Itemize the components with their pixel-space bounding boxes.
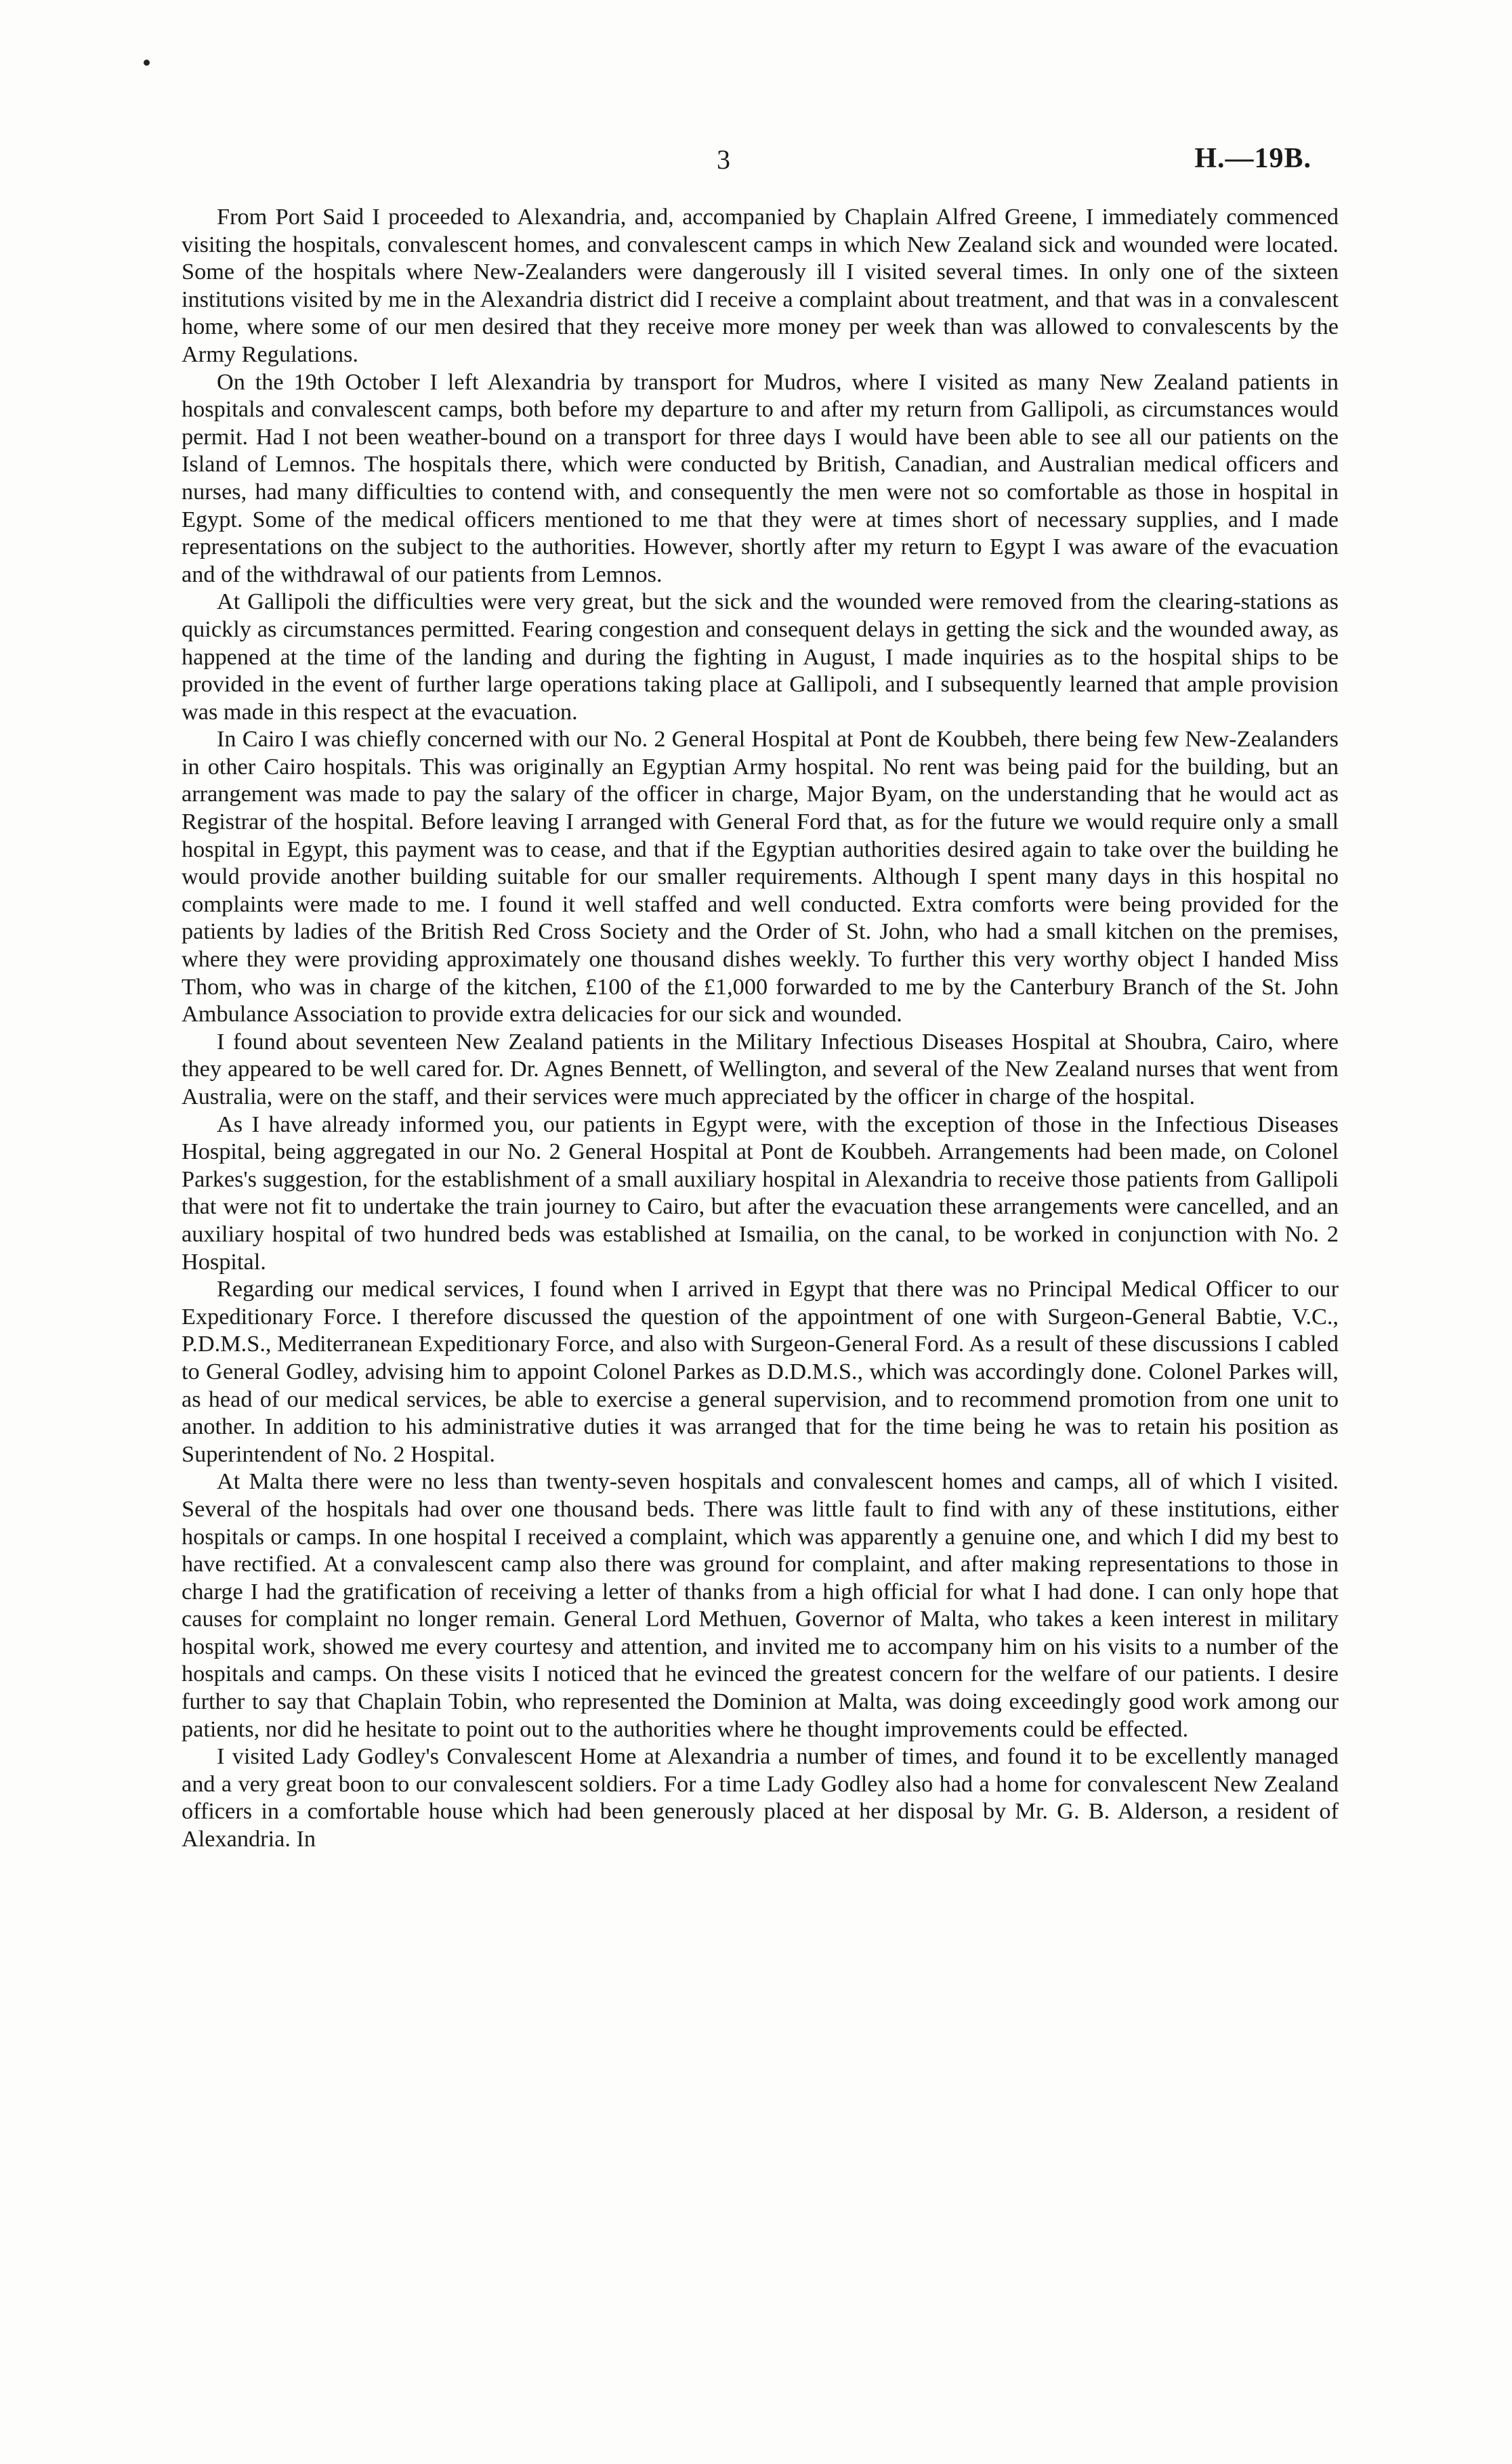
page-number: 3: [717, 144, 730, 175]
paragraph: I found about seventeen New Zealand patients in the Military Infectious Diseases Hospital at Shoubra, Cairo, where they appeared to be well cared for. Dr. Agnes Bennett, of Wellington, and several of the New Zealand nurses that went from Australia, were on the staff, and their services were much appreciated by the officer in charge of the hospital.: [182, 1028, 1339, 1109]
paragraph: On the 19th October I left Alexandria by transport for Mudros, where I visited as many New Zealand patients in hospitals and convalescent camps, both before my departure to and after my return from Gallipoli, as circumstances would permit. Had I not been weather-bound on a transport for three days I would have been able to see all our patients on the Island of Lemnos. The hospitals there, which were conducted by British, Canadian, and Australian medical officers and nurses, had many difficulties to contend with, and consequently the men were not so comfortable as those in hospital in Egypt. Some of the medical officers mentioned to me that they were at times short of necessary supplies, and I made representations on the subject to the authorities. However, shortly after my return to Egypt I was aware of the evacuation and of the withdrawal of our patients from Lemnos.: [182, 368, 1339, 587]
document-reference: H.—19B.: [1194, 143, 1311, 174]
paragraph: As I have already informed you, our patients in Egypt were, with the exception of those in the Infectious Diseases Hospital, being aggregated in our No. 2 General Hospital at Pont de Koubbeh. Arrangements had been made, on Colonel Parkes's suggestion, for the establishment of a small auxiliary hospital in Alexandria to receive those patients from Gallipoli that were not fit to undertake the train journey to Cairo, but after the evacuation these arrangements were cancelled, and an auxiliary hospital of two hundred beds was established at Ismailia, on the canal, to be worked in conjunction with No. 2 Hospital.: [182, 1111, 1339, 1275]
paragraph: At Malta there were no less than twenty-seven hospitals and convalescent homes and camps, all of which I visited. Several of the hospitals had over one thousand beds. There was little fault to find with any of these institutions, either hospitals or camps. In one hospital I received a complaint, which was apparently a genuine one, and which I did my best to have rectified. At a convalescent camp also there was ground for complaint, and after making representations to those in charge I had the gratification of receiving a letter of thanks from a high official for what I had done. I can only hope that causes for complaint no longer remain. General Lord Methuen, Governor of Malta, who takes a keen interest in military hospital work, showed me every courtesy and attention, and invited me to accompany him on his visits to a number of the hospitals and camps. On these visits I noticed that he evinced the greatest concern for the welfare of our patients. I desire further to say that Chaplain Tobin, who represented the Dominion at Malta, was doing exceedingly good work among our patients, nor did he hesitate to point out to the authorities where he thought improvements could be effected.: [182, 1468, 1339, 1742]
paragraph: In Cairo I was chiefly concerned with our No. 2 General Hospital at Pont de Koubbeh, there being few New-Zealanders in other Cairo hospitals. This was originally an Egyptian Army hospital. No rent was being paid for the building, but an arrangement was made to pay the salary of the officer in charge, Major Byam, on the understanding that he would act as Registrar of the hospital. Before leaving I arranged with General Ford that, as for the future we would require only a small hospital in Egypt, this payment was to cease, and that if the Egyptian authorities desired again to take over the building he would provide another building suitable for our smaller requirements. Although I spent many days in this hospital no complaints were made to me. I found it well staffed and well conducted. Extra comforts were being provided for the patients by ladies of the British Red Cross Society and the Order of St. John, who had a small kitchen on the premises, where they were providing approximately one thousand dishes weekly. To further this very worthy object I handed Miss Thom, who was in charge of the kitchen, £100 of the £1,000 forwarded to me by the Canterbury Branch of the St. John Ambulance Association to provide extra delicacies for our sick and wounded.: [182, 726, 1339, 1027]
margin-dot: [144, 60, 150, 66]
body-text: [182, 203, 1339, 1853]
paragraph: At Gallipoli the difficulties were very great, but the sick and the wounded were removed from the clearing-stations as quickly as circumstances permitted. Fearing congestion and consequent delays in getting the sick and the wounded away, as happened at the time of the landing and during the fighting in August, I made inquiries as to the hospital ships to be provided in the event of further large operations taking place at Gallipoli, and I subsequently learned that ample provision was made in this respect at the evacuation.: [182, 589, 1339, 725]
paragraph: Regarding our medical services, I found when I arrived in Egypt that there was no Principal Medical Officer to our Expeditionary Force. I therefore discussed the question of the appointment of one with Surgeon-General Babtie, V.C., P.D.M.S., Mediterranean Expeditionary Force, and also with Surgeon-General Ford. As a result of these discussions I cabled to General Godley, advising him to appoint Colonel Parkes as D.D.M.S., which was accordingly done. Colonel Parkes will, as head of our medical services, be able to exercise a general supervision, and to recommend promotion from one unit to another. In addition to his administrative duties it was arranged that for the time being he was to retain his position as Superintendent of No. 2 Hospital.: [182, 1276, 1339, 1467]
paragraph: From Port Said I proceeded to Alexandria, and, accompanied by Chaplain Alfred Greene, I immediately commenced visiting the hospitals, convalescent homes, and convalescent camps in which New Zealand sick and wounded were located. Some of the hospitals where New-Zealanders were dangerously ill I visited several times. In only one of the sixteen institutions visited by me in the Alexandria district did I receive a complaint about treatment, and that was in a convalescent home, where some of our men desired that they receive more money per week than was allowed to convalescents by the Army Regulations.: [182, 204, 1339, 367]
paragraph: I visited Lady Godley's Convalescent Home at Alexandria a number of times, and found it to be excellently managed and a very great boon to our convalescent soldiers. For a time Lady Godley also had a home for convalescent New Zealand officers in a comfortable house which had been generously placed at her disposal by Mr. G. B. Alderson, a resident of Alexandria. In: [182, 1743, 1339, 1852]
